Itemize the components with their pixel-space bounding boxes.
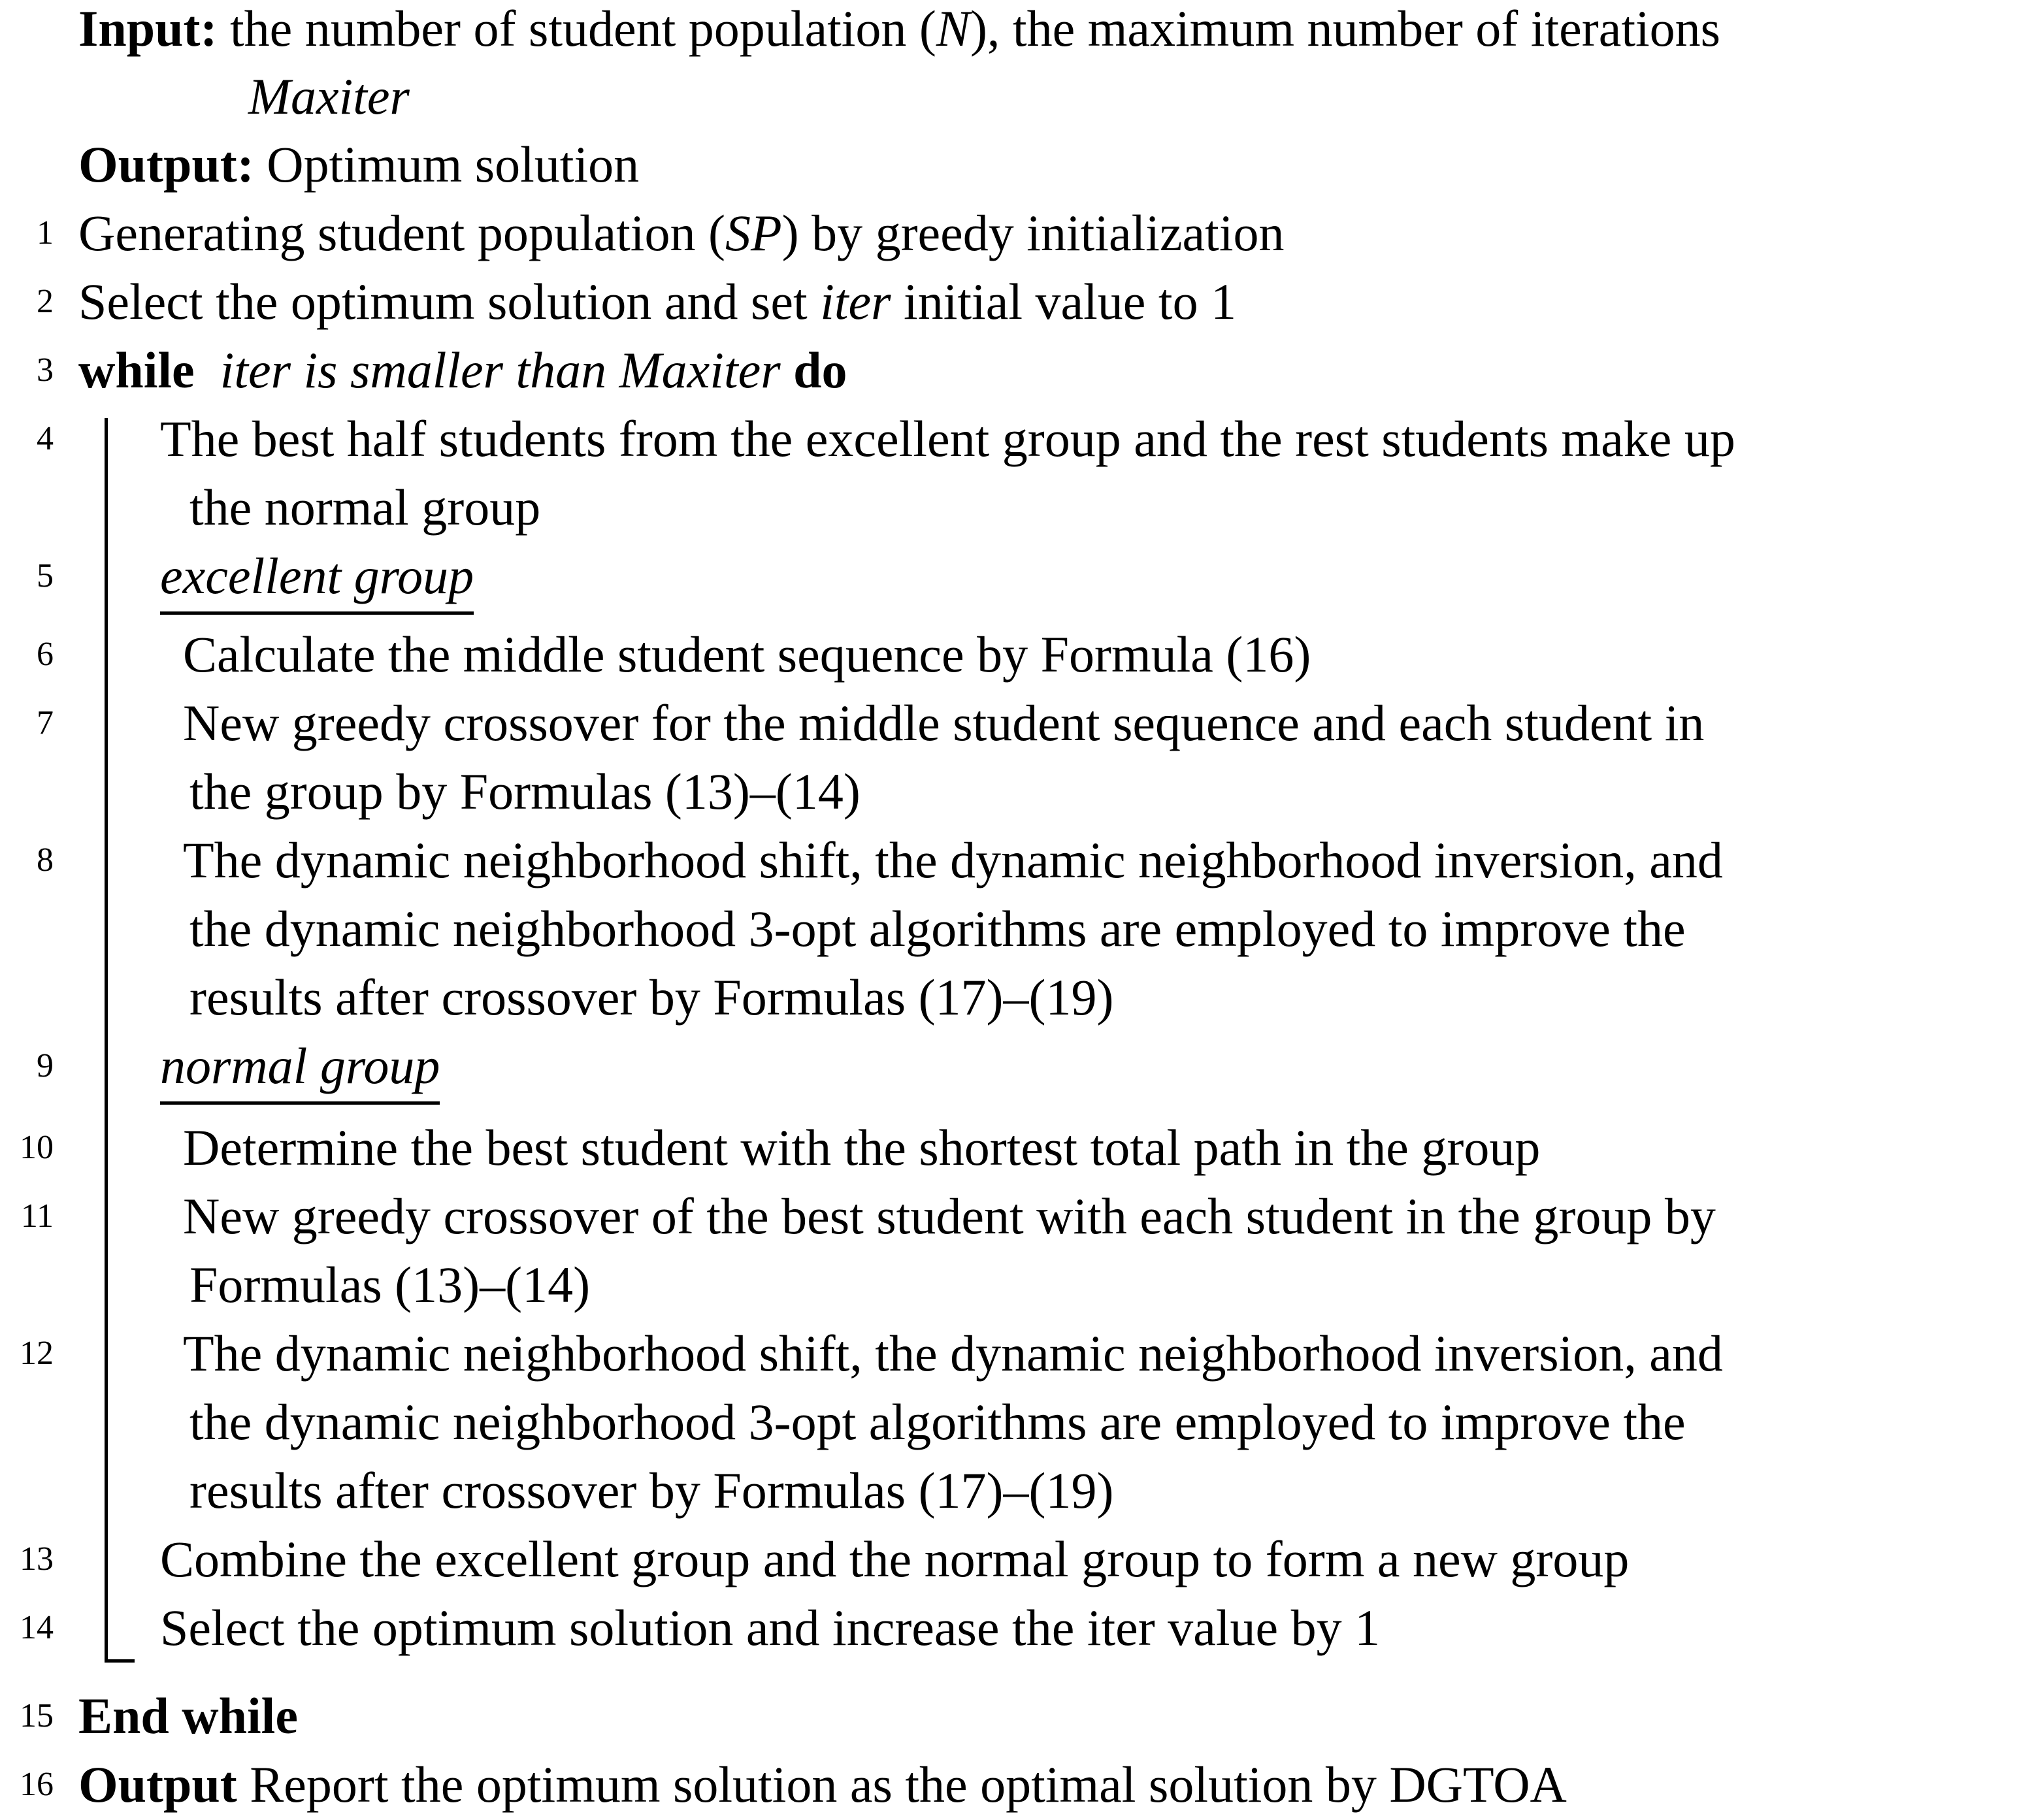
while-block-foot: [105, 1659, 135, 1663]
excellent-group-heading: excellent group: [160, 542, 474, 615]
end-while-keyword: End while: [78, 1687, 298, 1744]
while-keyword: while: [78, 342, 195, 398]
algorithm-block: Input: the number of student population (N), the maximum number of iterations Maxiter Output: Optimum solution 1 Generating student population (SP) by greedy initialization 2 Select the optimum solution and set iter initial value to 1 3 while iter is smaller than Maxiter do 4 The best half students from the excellent group and the rest students make up the normal group 5 excellent group 6 Calculate the middle student sequence by Formula (16) 7 New greedy crossover for the middle student sequence and each student in the group by Formulas (13)–(14) 8 The dynamic neighborhood shift, the dynamic neighborhood inversion, and the dynamic neighborhood 3-opt algorithms are employed to improve the results after crossover by Formulas (17)–(19) 9 normal group 10 Determine the best student with the shortest total path in the group 11 New greedy crossover of the best student with each student in the group by Formulas (13)–(14) 12 The dynamic neighborhood shift, the dynamic neighborhood inversion, and the dynamic neighborhood 3-opt algorithms are employed to improve the results after crossover by Formulas (17)–(19) 13 Combine the excellent group and the normal group to form a new group 14 Select the optimum solution and increase the iter value by 1 15 End while 16 Output Report the optimum solution as the optimal solution by DGTOA: [20, 0, 1735, 1813]
output-label: Output:: [78, 136, 254, 193]
input-label: Input:: [78, 0, 218, 57]
while-block-bar: [105, 418, 108, 1663]
output-keyword: Output: [78, 1756, 237, 1813]
do-keyword: do: [793, 342, 847, 398]
normal-group-heading: normal group: [160, 1032, 440, 1105]
